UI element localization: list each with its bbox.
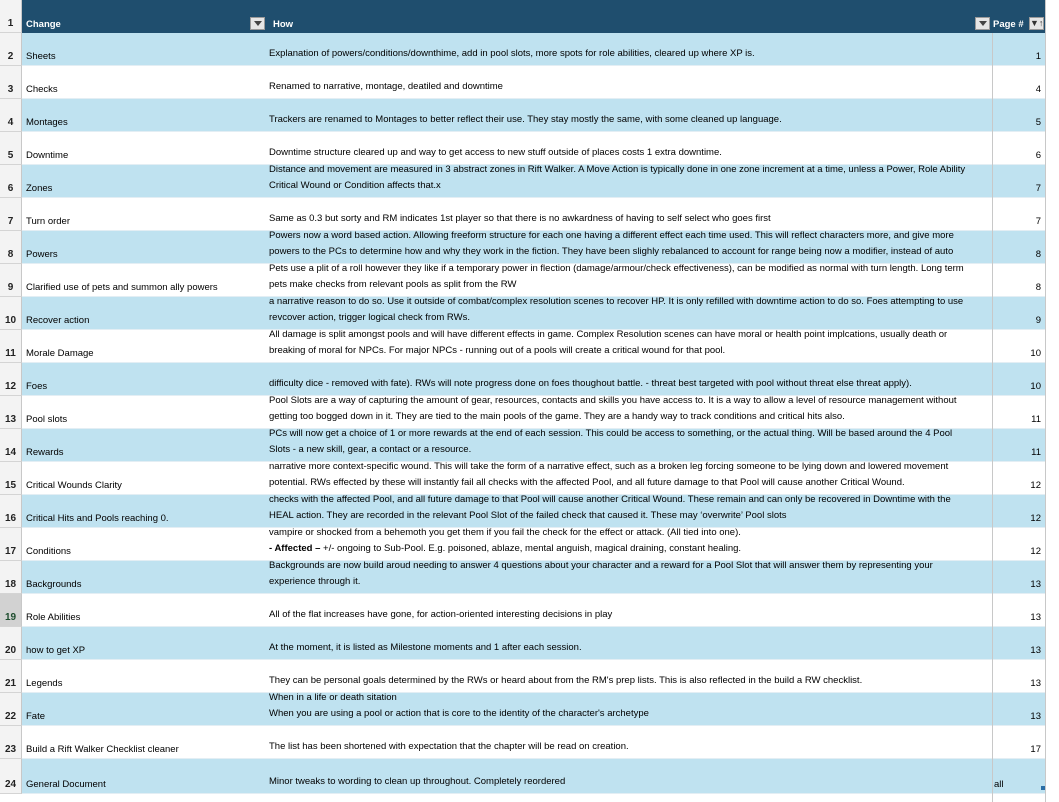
page-cell[interactable]: 1 [1035,51,1041,62]
how-cell[interactable] [269,673,989,689]
row-header-6[interactable]: 6 [0,165,22,198]
column-divider [992,33,993,802]
table-row[interactable] [22,561,1045,594]
how-line: potential. RWs effected by these will instantly fail all checks with the affected Pool, and all future damage to that Pool will cause another Critical Wound. [269,477,905,488]
how-line: Trackers are renamed to Montages to better reflect their use. They stay mostly the same, with some cleaned up language. [269,114,782,125]
how-line: Renamed to narrative, montage, deatiled and downtime [269,81,503,92]
row-header-9[interactable]: 9 [0,264,22,297]
row-header-4[interactable]: 4 [0,99,22,132]
page-cell[interactable]: 12 [1030,513,1041,524]
page-cell[interactable]: 11 [1031,447,1041,458]
table-row[interactable] [22,759,1045,794]
table-row[interactable] [22,231,1045,264]
how-cell[interactable] [269,297,989,326]
how-line: Explanation of powers/conditions/downthime, add in pool slots, more spots for role abilities, cleared up where XP is. [269,48,755,59]
change-cell[interactable]: Critical Hits and Pools reaching 0. [26,513,169,524]
table-row[interactable] [22,330,1045,363]
page-cell[interactable]: all [994,779,1004,790]
row-header-11[interactable]: 11 [0,330,22,363]
how-prefix: - Affected – [269,543,324,554]
row-header-13[interactable]: 13 [0,396,22,429]
row-header-14[interactable]: 14 [0,429,22,462]
table-row[interactable] [22,528,1045,561]
change-cell[interactable]: Morale Damage [26,348,94,359]
filter-dropdown-icon[interactable] [250,17,265,30]
change-cell[interactable]: Zones [26,183,53,194]
change-cell[interactable]: Backgrounds [26,579,82,590]
row-header-16[interactable]: 16 [0,495,22,528]
page-cell[interactable]: 12 [1030,546,1041,557]
how-line: Downtime structure cleared up and way to get access to new stuff outside of places costs 1 extra downtime. [269,147,722,158]
page-cell[interactable]: 12 [1030,480,1041,491]
page-cell[interactable]: 5 [1035,117,1041,128]
row-header-21[interactable]: 21 [0,660,22,693]
table-row[interactable] [22,495,1045,528]
how-cell[interactable] [269,693,989,722]
change-cell[interactable]: Downtime [26,150,69,161]
how-line: When you are using a pool or action that is core to the identity of the character's archetype [269,708,649,719]
page-cell[interactable]: 10 [1030,348,1041,359]
how-cell[interactable] [269,112,989,128]
how-line: When in a life or death sitation [269,693,397,703]
header-how[interactable]: How [269,0,992,33]
change-cell[interactable]: Foes [26,381,48,392]
how-line: Backgrounds are now build aroud needing to answer 4 questions about your character and a reward for a Pool Slot that will answer them by representing your [269,561,933,571]
change-cell[interactable]: Role Abilities [26,612,81,623]
page-cell[interactable]: 6 [1035,150,1041,161]
how-line: powers to the PCs to determine how and why they work in the fiction. They have been slighly rebalanced to account for range being now a modifier, instead of auto [269,246,954,257]
how-line: Same as 0.3 but sorty and RM indicates 1st player so that there is no awkardness of having to self select who goes first [269,213,771,224]
change-cell[interactable]: how to get XP [26,645,86,656]
table-row[interactable] [22,264,1045,297]
how-cell[interactable] [269,165,989,194]
how-line: - Affected – +/- ongoing to Sub-Pool. E.g. poisoned, ablaze, mental anguish, magical draining, constant healing. [269,543,742,554]
row-header-5[interactable]: 5 [0,132,22,165]
how-line: The list has been shortened with expectation that the chapter will be read on creation. [269,741,629,752]
table-row[interactable] [22,462,1045,495]
row-header-17[interactable]: 17 [0,528,22,561]
change-cell[interactable]: General Document [26,779,106,790]
table-resize-handle[interactable] [1041,786,1045,790]
header-page[interactable]: Page # ▼↑ [993,18,1044,30]
how-line: Critical Wound or Condition affects that.x [269,180,441,191]
row-header-19[interactable]: 19 [0,594,22,627]
table-row[interactable] [22,627,1045,660]
page-cell[interactable]: 11 [1031,414,1041,425]
table-row[interactable] [22,429,1045,462]
sort-filter-icon[interactable]: ▼↑ [1030,18,1044,28]
change-cell[interactable]: Critical Wounds Clarity [26,480,122,491]
page-cell[interactable]: 13 [1030,711,1041,722]
how-cell[interactable] [269,264,989,293]
change-cell[interactable]: Checks [26,84,58,95]
how-line: They can be personal goals determined by the RWs or heard about from the RM's prep lists. This is also reflected in the build a RW checklist. [269,675,863,686]
how-line: vampire or shocked from a behemoth you get them if you fail the check for the effect or attack. (All tied into one). [269,528,741,538]
header-change[interactable]: Change [22,0,269,33]
how-line: At the moment, it is listed as Milestone moments and 1 after each session. [269,642,582,653]
how-cell[interactable] [269,330,989,359]
row-header-1[interactable]: 1 [0,0,22,33]
how-line: a narrative reason to do so. Use it outside of combat/complex resolution scenes to recover HP. It is only refilled with downtime action to do so. Foes attempting to use [269,297,964,307]
table-header-row [22,0,1045,33]
page-cell[interactable]: 13 [1030,678,1041,689]
page-cell[interactable]: 13 [1030,579,1041,590]
how-line: Slots - a new skill, gear, a contact or a resource. [269,444,472,455]
how-cell[interactable] [269,231,989,260]
page-cell[interactable]: 8 [1035,282,1041,293]
how-line: Minor tweaks to wording to clean up throughout. Completely reordered [269,776,566,787]
page-cell[interactable]: 10 [1030,381,1041,392]
how-line: revcover action, trigger logical check from RWs. [269,312,470,323]
row-header-7[interactable]: 7 [0,198,22,231]
how-cell[interactable] [269,774,989,790]
how-line: Pets use a plit of a roll however they like if a temporary power in flection (damage/armour/check effectiveness), can be modified as normal with turn length. Long term [269,264,964,274]
how-line: Distance and movement are measured in 3 abstract zones in Rift Walker. A Move Action is typically done in one zone increment at a time, unless a Power, Role Ability [269,165,966,175]
how-line: HEAL action. They are recorded in the relevant Pool Slot of the failed check that caused it. These may ‘overwrite’ Pool slots [269,510,787,521]
how-line: checks with the affected Pool, and all future damage to that Pool will cause another Critical Wound. These remain and can only be recovered in Downtime with the [269,495,951,505]
change-cell[interactable]: Turn order [26,216,70,227]
change-cell[interactable]: Legends [26,678,63,689]
how-line: getting too bogged down in it. They are tied to the main pools of the game. They are a handy way to track conditions and critical hits also. [269,411,845,422]
next-column [1045,0,1059,802]
table-row[interactable] [22,66,1045,99]
row-header-20[interactable]: 20 [0,627,22,660]
change-cell[interactable]: Recover action [26,315,90,326]
how-cell[interactable] [269,376,989,392]
page-cell[interactable]: 13 [1030,612,1041,623]
table-row[interactable] [22,99,1045,132]
row-header-3[interactable]: 3 [0,66,22,99]
how-cell[interactable] [269,495,989,524]
how-cell[interactable] [269,396,989,425]
how-cell[interactable] [269,79,989,95]
how-cell[interactable] [269,429,989,458]
table-row[interactable] [22,363,1045,396]
row-header-23[interactable]: 23 [0,726,22,759]
row-header-24[interactable]: 24 [0,759,22,794]
how-cell[interactable] [269,528,989,557]
table-row[interactable] [22,33,1045,66]
page-cell[interactable]: 17 [1030,744,1041,755]
how-line: narrative more context-specific wound. This will take the form of a narrative effect, such as a broken leg forcing someone to be lying down and lowered movement [269,462,949,472]
how-line: difficulty dice - removed with fate). RWs will note progress done on foes thoughout battle. - threat best targeted with pool without threat else threat apply). [269,378,912,389]
change-cell[interactable]: Pool slots [26,414,68,425]
how-cell[interactable] [269,561,989,590]
table-row[interactable] [22,165,1045,198]
how-line: Pool Slots are a way of capturing the amount of gear, resources, contacts and skills you have access to. It is a way to allow a level of resource management without [269,396,957,406]
table-row[interactable] [22,726,1045,759]
change-cell[interactable]: Fate [26,711,46,722]
table-row[interactable] [22,660,1045,693]
page-cell[interactable]: 7 [1035,183,1041,194]
row-header-12[interactable]: 12 [0,363,22,396]
how-cell[interactable] [269,739,989,755]
change-cell[interactable]: Powers [26,249,58,260]
change-cell[interactable]: Rewards [26,447,64,458]
how-line: All damage is split amongst pools and will have different effects in game. Complex Resolution scenes can have moral or health point implcations, usually death or [269,330,948,340]
how-line: breaking of moral for NPCs. For major NPCs - running out of a pools will create a critical wound for that pool. [269,345,726,356]
row-header-15[interactable]: 15 [0,462,22,495]
table-row[interactable] [22,693,1045,726]
change-cell[interactable]: Sheets [26,51,56,62]
table-row[interactable] [22,594,1045,627]
change-cell[interactable]: Conditions [26,546,71,557]
change-cell[interactable]: Montages [26,117,68,128]
page-cell[interactable]: 13 [1030,645,1041,656]
row-header-10[interactable]: 10 [0,297,22,330]
how-line: pets make checks from relevant pools as split from the RW [269,279,517,290]
row-header-18[interactable]: 18 [0,561,22,594]
how-line: All of the flat increases have gone, for action-oriented interesting decisions in play [269,609,613,620]
page-cell[interactable]: 8 [1035,249,1041,260]
how-cell[interactable] [269,607,989,623]
how-line: Powers now a word based action. Allowing freeform structure for each one having a different effect each time used. This will reflect characters more, and give more [269,231,954,241]
page-cell[interactable]: 9 [1035,315,1041,326]
how-cell[interactable] [269,145,989,161]
how-cell[interactable] [269,640,989,656]
table-row[interactable] [22,198,1045,231]
row-header-2[interactable]: 2 [0,33,22,66]
change-cell[interactable]: Clarified use of pets and summon ally powers [26,282,218,293]
filter-dropdown-icon[interactable] [975,17,990,30]
page-cell[interactable]: 7 [1035,216,1041,227]
change-cell[interactable]: Build a Rift Walker Checklist cleaner [26,744,179,755]
table-row[interactable] [22,297,1045,330]
row-header-22[interactable]: 22 [0,693,22,726]
table-row[interactable] [22,396,1045,429]
how-cell[interactable] [269,211,989,227]
how-line: PCs will now get a choice of 1 or more rewards at the end of each session. This could be access to something, or the actual thing. Will be based around the 4 Pool [269,429,953,439]
how-line: experience through it. [269,576,361,587]
how-cell[interactable] [269,462,989,491]
row-header-8[interactable]: 8 [0,231,22,264]
page-cell[interactable]: 4 [1035,84,1041,95]
table-row[interactable] [22,132,1045,165]
how-cell[interactable] [269,46,989,62]
